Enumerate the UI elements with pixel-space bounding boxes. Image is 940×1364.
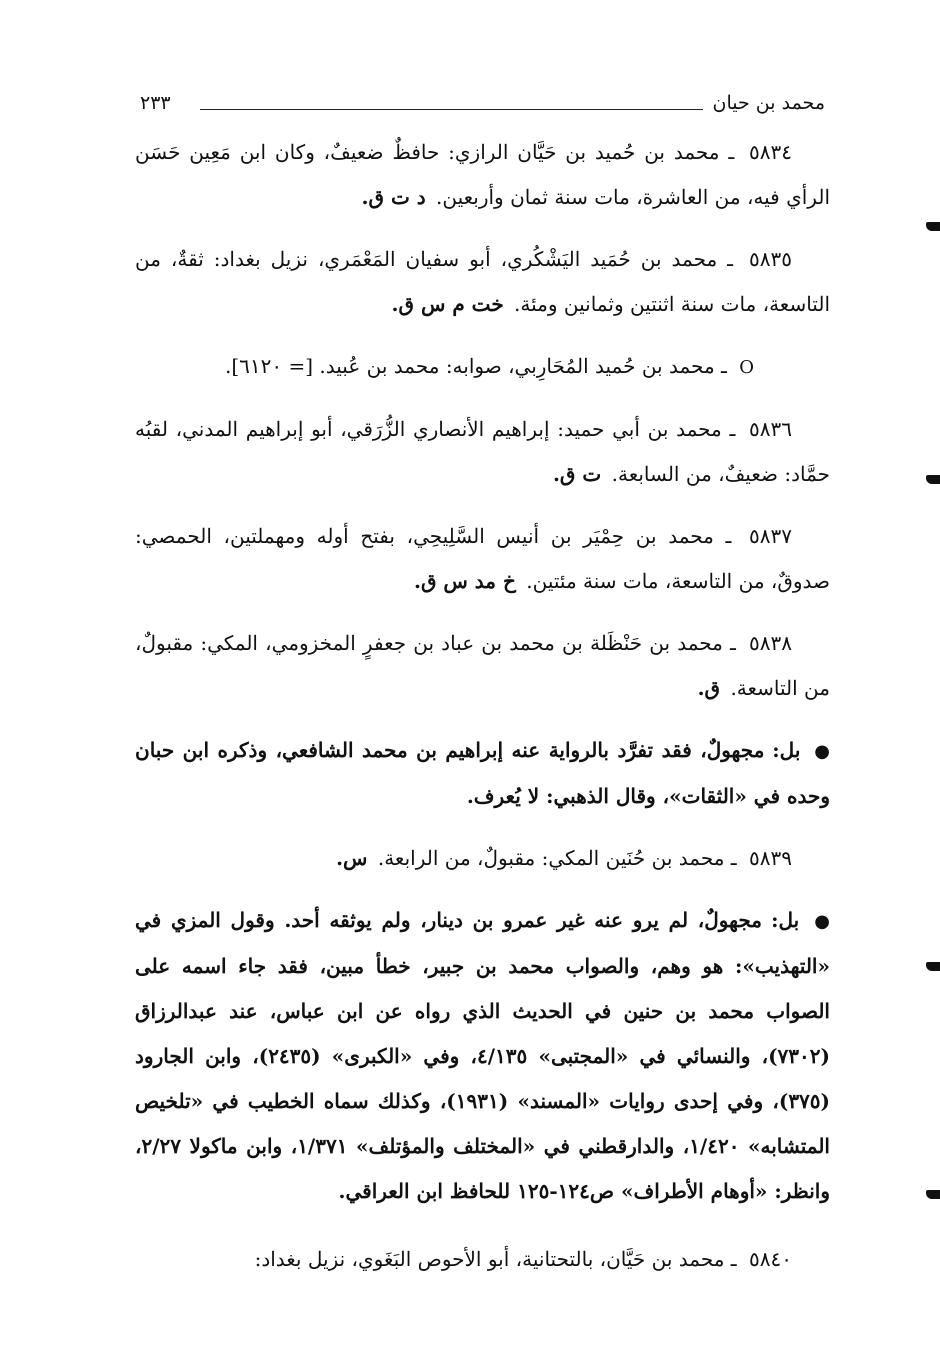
entry-codes: ت ق.	[552, 462, 602, 486]
entry-text: ـ محمد بن حُميد بن حَيَّان الرازي: حافظٌ ضعيفٌ، وكان ابن مَعِين حَسَن الرأي فيه، من العاشرة، مات سنة ثمان وأربعين.	[135, 140, 830, 209]
header-rule	[200, 109, 703, 110]
entry-codes: خت م س ق.	[391, 292, 504, 316]
entry-number: ٥٨٣٥	[749, 247, 792, 271]
bullet-icon: ●	[814, 741, 831, 762]
entry-codes: ق.	[697, 676, 721, 700]
running-header	[140, 92, 825, 120]
page-number: ٢٣٣	[140, 92, 171, 114]
entry-text: ـ محمد بن حَنْظَلة بن محمد بن عباد بن جعفرٍ المخزومي، المكي: مقبولٌ، من التاسعة.	[135, 631, 830, 700]
margin-ink-mark	[926, 962, 940, 971]
page-content	[135, 130, 830, 1282]
hollow-circle-icon: O	[739, 357, 754, 378]
entry-number: ٥٨٣٦	[749, 417, 793, 441]
entry-5838	[135, 621, 830, 711]
entry-cross-reference	[135, 344, 830, 390]
entry-text: ـ محمد بن حُمَيد اليَشْكُري، أبو سفيان المَعْمَري، نزيل بغداد: ثقةٌ، من التاسعة، مات سنة اثنتين وثمانين ومئة.	[135, 247, 830, 316]
entry-codes: س.	[336, 846, 368, 870]
margin-ink-mark	[926, 222, 940, 231]
entry-5839	[135, 836, 830, 881]
entry-number: ٥٨٣٧	[749, 524, 793, 548]
note-label: بل:	[772, 738, 801, 762]
entry-5834	[135, 130, 830, 220]
entry-codes: د ت ق.	[361, 185, 426, 209]
entry-5835	[135, 237, 830, 327]
entry-text: ـ محمد بن حِمْيَر بن أنيس السَّلِيحِي، بفتح أوله ومهملتين، الحمصي: صدوقٌ، من التاسعة، مات سنة مئتين.	[135, 524, 830, 593]
editor-note-2	[135, 898, 830, 1214]
running-title: محمد بن حيان	[712, 92, 825, 114]
entry-number: ٥٨٤٠	[749, 1247, 792, 1271]
entry-number: ٥٨٣٤	[749, 140, 793, 164]
note-label: بل:	[771, 908, 800, 932]
entry-text: ـ محمد بن حَيَّان، بالتحتانية، أبو الأحوص البَغَوي، نزيل بغداد:	[254, 1247, 737, 1271]
entry-text: ـ محمد بن حُنَين المكي: مقبولٌ، من الرابعة.	[377, 846, 737, 870]
entry-number: ٥٨٣٩	[749, 846, 792, 870]
bullet-icon: ●	[814, 911, 830, 932]
margin-ink-mark	[926, 1190, 940, 1199]
entry-5840	[135, 1237, 830, 1282]
note-text: مجهولٌ، لم يرو عنه غير عمرو بن دينار، ولم يوثقه أحد. وقول المزي في «التهذيب»: هو وهم، والصواب محمد بن جبير، خطأ مبين، فقد جاء اسمه على الصواب محمد بن حنين في الحديث الذي رواه عن ابن عباس، عند عبدالرزاق (٧٣٠٢)، والنسائي في «المجتبى» ٤/١٣٥، وفي «الكبرى» (٢٤٣٥)، وابن الجارود (٣٧٥)، وفي إحدى روايات «المسند» (١٩٣١)، وكذلك سماه الخطيب في «تلخيص المتشابه» ١/٤٢٠، والدارقطني في «المختلف والمؤتلف» ١/٣٧١، وابن ماكولا ٢/٢٧، وانظر: «أوهام الأطراف» ص١٢٤-١٢٥ للحافظ ابن العراقي.	[135, 908, 831, 1203]
entry-5837	[135, 514, 830, 604]
editor-note-1	[135, 728, 830, 819]
margin-ink-mark	[926, 475, 940, 484]
entry-text: ـ محمد بن حُميد المُحَارِبي، صوابه: محمد بن عُبيد. [= ٦١٢٠].	[225, 354, 727, 378]
entry-number: ٥٨٣٨	[749, 631, 793, 655]
entry-codes: خ مد س ق.	[413, 569, 516, 593]
note-text: مجهولٌ، فقد تفرَّد بالرواية عنه إبراهيم بن محمد الشافعي، وذكره ابن حبان وحده في «الثقات»، وقال الذهبي: لا يُعرف.	[135, 738, 830, 808]
entry-5836	[135, 407, 830, 497]
entry-text: ـ محمد بن أبي حميد: إبراهيم الأنصاري الزُّرَقي، أبو إبراهيم المدني، لقبُه حمَّاد: ضعيفٌ، من السابعة.	[135, 417, 830, 486]
